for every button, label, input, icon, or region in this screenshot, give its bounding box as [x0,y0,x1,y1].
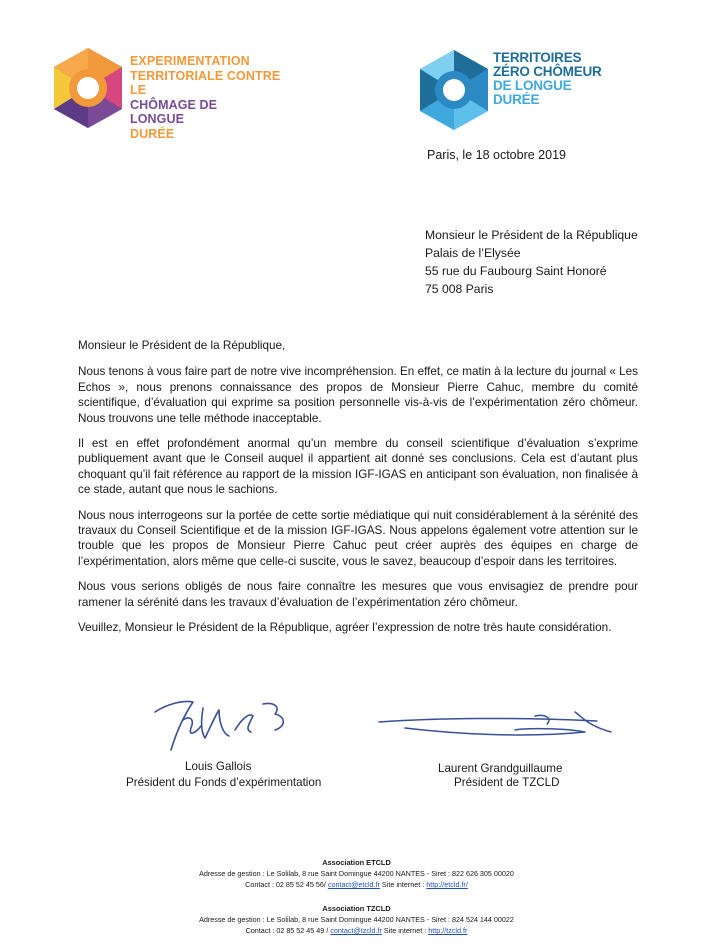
etcld-logo [50,46,290,141]
salutation: Monsieur le Président de la République, [78,339,286,352]
footer-etcld-name: Association ETCLD [322,858,391,867]
paragraph: Il est en effet profondément anormal qu’un membre du conseil scientifique d’évaluation s’exprime publiquement avant que le Conseil auquel il appartient ait donné ses conclusions. Cela est d’autant plus choquant qu’il fait référence au rapport de la mission IGF-IGAS en anticipant son évaluation, non finalisée à ce stade, autant que nous le sachions. [78,437,638,497]
paragraph: Nous tenons à vous faire part de notre vive incompréhension. En effet, ce matin à la lecture du journal « Les Echos », nous prenons connaissance des propos de Monsieur Pierre Cahuc, membre du comité scientifique, d’évaluation qui exprime sa position personnelle vis-à-vis de l’expérimentation zéro chômeur. Nous trouvons une telle méthode inacceptable. [78,365,638,425]
etcld-logo-line-2: TERRITORIALE CONTRE LE [130,68,281,97]
letter-body [78,338,638,646]
footer-tzcld-name: Association TZCLD [322,904,391,913]
tzcld-logo-line-2: ZÉRO CHÔMEUR [493,64,602,79]
tzcld-hexagon-emblem [416,48,492,132]
signature-laurent-grandguillaume [375,708,625,748]
footer-etcld-email-link[interactable]: contact@etcld.fr [327,880,380,889]
signatory-right-title: Président de TZCLD [454,776,560,789]
footer-etcld [0,857,713,890]
recipient-line: 75 008 Paris [425,282,494,296]
letter-date: Paris, le 18 octobre 2019 [427,148,566,162]
recipient-line: 55 rue du Faubourg Saint Honoré [425,264,607,278]
footer-tzcld-site-link[interactable]: http://tzcld.fr [428,926,468,935]
footer-etcld-site-label: Site internet : [379,880,427,889]
recipient-address [425,226,638,298]
closing: Veuillez, Monsieur le Président de la République, agréer l’expression de notre très haute considération. [78,621,612,635]
footer-tzcld-address: Adresse de gestion : Le Solilab, 8 rue Saint Domingue 44200 NANTES - Siret : 824 524 144 00022 [199,915,514,924]
etcld-logo-line-5: DURÉE [130,126,175,141]
footer-tzcld-site-label: Site internet : [381,926,429,935]
footer-tzcld-contact [0,925,713,936]
etcld-logo-line-4: LONGUE [130,112,185,126]
signatory-left-title: Président du Fonds d’expérimentation [126,776,322,789]
paragraph: Nous nous interrogeons sur la portée de cette sortie médiatique qui nuit considérablement à la sérénité des travaux du Conseil Scientifique et de la mission IGF-IGAS. Nous appelons également votre attention sur le trouble que les propos de Monsieur Pierre Cahuc peut créer auprès des équipes en charge de l’expérimentation, alors même que celle-ci suscite, vous le savez, beaucoup d’espoir dans les territoires. [78,508,638,568]
etcld-logo-line-3: CHÔMAGE DE [130,97,218,112]
tzcld-logo-line-3: DE LONGUE [493,78,572,93]
recipient-line: Monsieur le Président de la République [425,228,638,242]
signature-louis-gallois [145,690,305,760]
footer-etcld-phone: Contact : 02 85 52 45 56/ [245,880,328,889]
signatory-right-name: Laurent Grandguillaume [438,762,563,775]
footer-etcld-address: Adresse de gestion : Le Solilab, 8 rue Saint Domingue 44200 NANTES - Siret : 822 626 305 00020 [199,869,514,878]
recipient-line: Palais de l’Elysée [425,246,521,260]
etcld-hexagon-emblem [50,46,126,130]
tzcld-logo-line-1: TERRITOIRES [493,50,582,65]
tzcld-logo-line-4: DURÉE [493,92,540,107]
signatory-left-name: Louis Gallois [185,760,252,773]
etcld-logo-line-1: EXPERIMENTATION [130,54,250,68]
footer-etcld-contact [0,879,713,890]
footer-tzcld-email-link[interactable]: contact@tzcld.fr [330,926,382,935]
footer-etcld-site-link[interactable]: http://etcld.fr/ [426,880,468,889]
footer-tzcld [0,903,713,936]
tzcld-logo [416,48,616,138]
paragraph: Nous vous serions obligés de nous faire connaître les mesures que vous envisagiez de prendre pour ramener la sérénité dans les travaux d’évaluation de l’expérimentation zéro chômeur. [78,580,638,609]
footer-tzcld-phone: Contact : 02 85 52 45 49 / [245,926,331,935]
